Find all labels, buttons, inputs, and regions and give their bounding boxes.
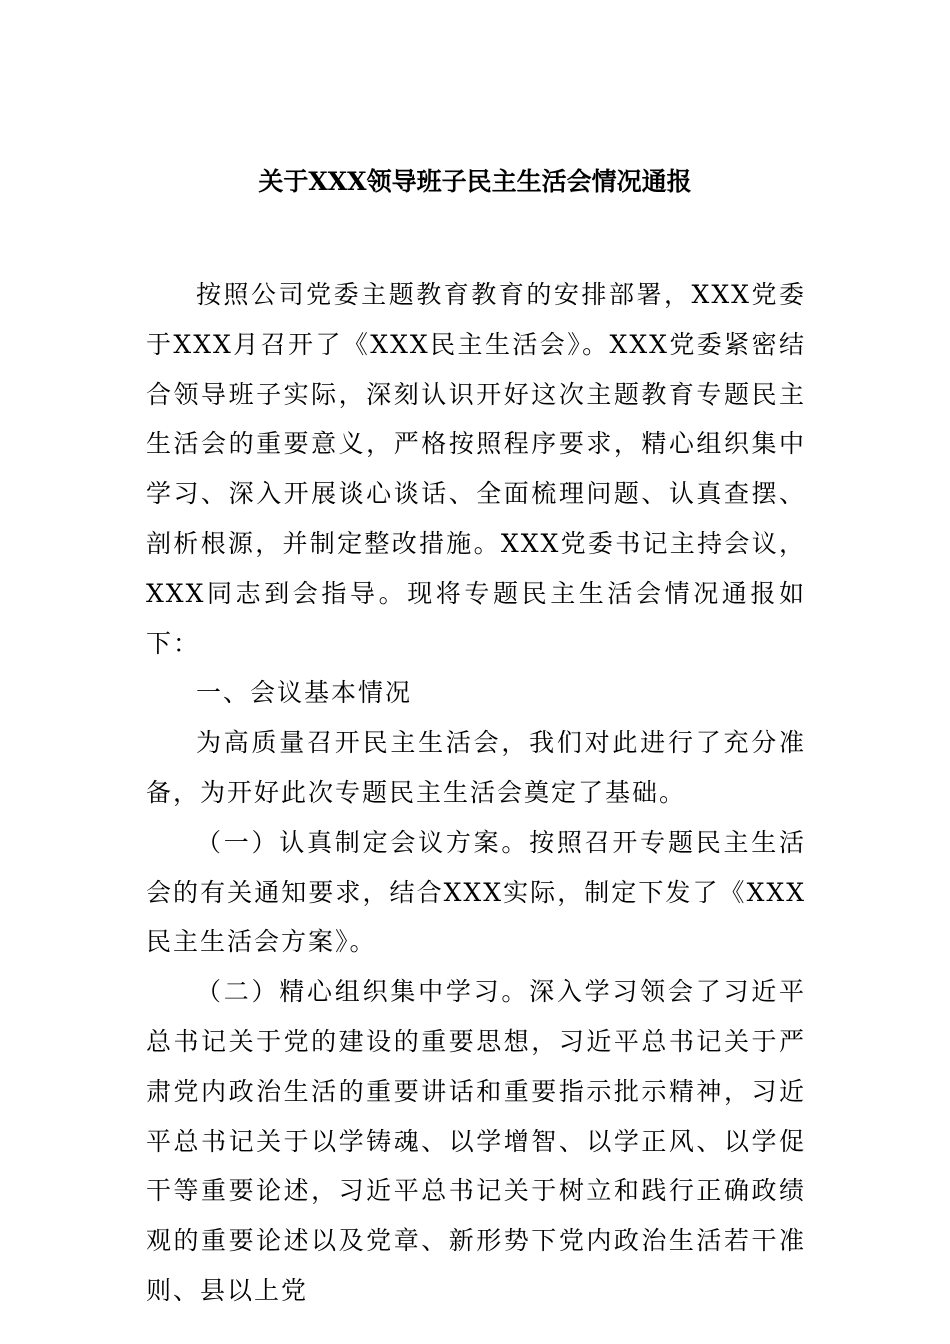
document-body bbox=[146, 270, 806, 1316]
paragraph-intro: 按照公司党委主题教育教育的安排部署，XXX党委于XXX月召开了《XXX民主生活会》。XXX党委紧密结合领导班子实际，深刻认识开好这次主题教育专题民主生活会的重要意义，严格按照程序要求，精心组织集中学习、深入开展谈心谈话、全面梳理问题、认真查摆、剖析根源，并制定整改措施。XXX党委书记主持会议，XXX同志到会指导。现将专题民主生活会情况通报如下： bbox=[146, 280, 806, 658]
paragraph-plan: （一）认真制定会议方案。按照召开专题民主生活会的有关通知要求，结合XXX实际，制定下发了《XXX民主生活会方案》。 bbox=[146, 827, 806, 957]
section-heading-1: 一、会议基本情况 bbox=[196, 678, 413, 708]
document-title: 关于XXX领导班子民主生活会情况通报 bbox=[258, 167, 692, 196]
paragraph-preparation: 为高质量召开民主生活会，我们对此进行了充分准备，为开好此次专题民主生活会奠定了基础。 bbox=[146, 728, 806, 807]
paragraph-study: （二）精心组织集中学习。深入学习领会了习近平总书记关于党的建设的重要思想，习近平总书记关于严肃党内政治生活的重要讲话和重要指示批示精神，习近平总书记关于以学铸魂、以学增智、以学正风、以学促干等重要论述，习近平总书记关于树立和践行正确政绩观的重要论述以及党章、新形势下党内政治生活若干准则、县以上党 bbox=[146, 977, 806, 1305]
